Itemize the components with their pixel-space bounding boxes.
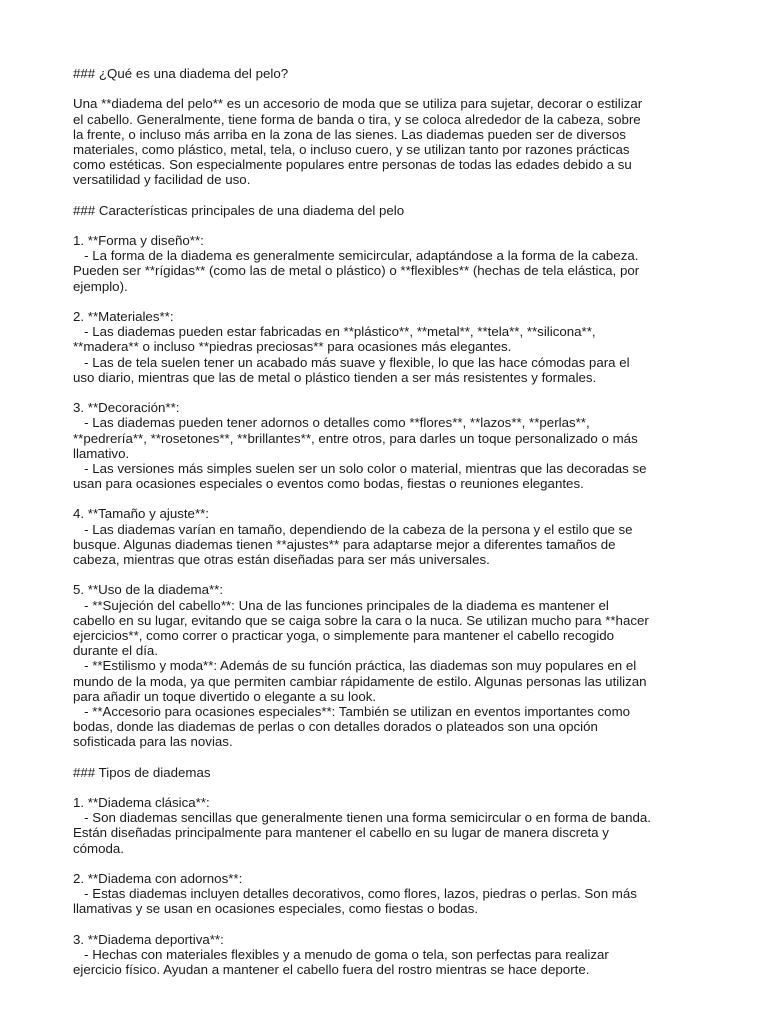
text-line: - Las de tela suelen tener un acabado más suave y flexible, lo que las hace cómodas para el bbox=[73, 354, 630, 370]
text-line: llamativo. bbox=[73, 445, 130, 461]
text-line: 2. **Materiales**: bbox=[73, 309, 174, 324]
text-line: versatilidad y facilidad de uso. bbox=[73, 172, 251, 188]
text-line: - Hechas con materiales flexibles y a menudo de goma o tela, son perfectas para realizar bbox=[73, 946, 609, 962]
text-line: materiales, como plástico, metal, tela, o incluso cuero, y se utilizan tanto por razones prácticas bbox=[73, 141, 630, 157]
text-line: bodas, donde las diademas de perlas o con detalles dorados o plateados son una opción bbox=[73, 719, 598, 735]
section-heading bbox=[73, 66, 697, 81]
text-line: Pueden ser **rígidas** (como las de metal o plástico) o **flexibles** (hechas de tela elástica, por bbox=[73, 263, 640, 279]
paragraph-gap bbox=[73, 917, 697, 932]
paragraph bbox=[73, 400, 697, 491]
paragraph-gap bbox=[73, 491, 697, 506]
text-line: uso diario, mientras que las de metal o plástico tienden a ser más resistentes y formales. bbox=[73, 369, 597, 385]
paragraph-gap bbox=[73, 856, 697, 871]
text-line: ### Características principales de una diadema del pelo bbox=[73, 202, 405, 218]
text-line: - Estas diademas incluyen detalles decorativos, como flores, lazos, piedras o perlas. Son más bbox=[73, 886, 637, 902]
text-line: la frente, o incluso más arriba en la zona de las sienes. Las diademas pueden ser de diversos bbox=[73, 126, 626, 142]
text-line: **madera** o incluso **piedras preciosas** para ocasiones más elegantes. bbox=[73, 339, 512, 355]
text-line: - Las versiones más simples suelen ser un solo color o material, mientras que las decoradas se bbox=[73, 460, 647, 476]
text-line: ejercicio físico. Ayudan a mantener el cabello fuera del rostro mientras se hace deporte. bbox=[73, 962, 590, 978]
text-line: usan para ocasiones especiales o eventos como bodas, fiestas o reuniones elegantes. bbox=[73, 476, 584, 492]
document-page bbox=[73, 66, 697, 977]
text-line: - Las diademas varían en tamaño, dependiendo de la cabeza de la persona y el estilo que se bbox=[73, 521, 633, 537]
text-line: 5. **Uso de la diadema**: bbox=[73, 582, 224, 598]
text-line: **pedrería**, **rosetones**, **brillantes**, entre otros, para darles un toque personalizado o más bbox=[73, 430, 638, 446]
paragraph bbox=[73, 795, 697, 856]
section-heading bbox=[73, 765, 697, 780]
paragraph bbox=[73, 96, 697, 187]
text-line: - Las diademas pueden tener adornos o detalles como **flores**, **lazos**, **perlas**, bbox=[73, 415, 590, 431]
text-line: sofisticada para las novias. bbox=[73, 734, 233, 750]
text-line: ### ¿Qué es una diadema del pelo? bbox=[73, 66, 289, 81]
text-line: 2. **Diadema con adornos**: bbox=[73, 870, 243, 886]
text-line: cabello en su lugar, evitando que se caiga sobre la cara o la nuca. Se utilizan mucho para **hacer bbox=[73, 612, 649, 628]
text-line: cabeza, mientras que otras están diseñadas para ser más universales. bbox=[73, 552, 490, 567]
paragraph-gap bbox=[73, 81, 697, 96]
text-line: mundo de la moda, ya que permiten cambiar rápidamente de estilo. Algunas personas las utilizan bbox=[73, 673, 647, 689]
text-line: para añadir un toque divertido o elegante a su look. bbox=[73, 688, 377, 704]
paragraph bbox=[73, 871, 697, 917]
paragraph-gap bbox=[73, 294, 697, 309]
text-line: 4. **Tamaño y ajuste**: bbox=[73, 506, 210, 522]
text-line: 1. **Forma y diseño**: bbox=[73, 233, 204, 249]
paragraph-gap bbox=[73, 385, 697, 400]
text-line: ### Tipos de diademas bbox=[73, 764, 211, 780]
paragraph-gap bbox=[73, 567, 697, 582]
text-line: Están diseñadas principalmente para mantener el cabello en su lugar de manera discreta y bbox=[73, 825, 609, 841]
text-line: - **Sujeción del cabello**: Una de las funciones principales de la diadema es mantener el bbox=[73, 597, 609, 613]
text-line: ejercicios**, como correr o practicar yoga, o simplemente para mantener el cabello recogido bbox=[73, 627, 614, 643]
text-line: el cabello. Generalmente, tiene forma de banda o tira, y se coloca alrededor de la cabeza, sobre bbox=[73, 111, 641, 127]
paragraph bbox=[73, 932, 697, 978]
text-line: ejemplo). bbox=[73, 278, 128, 294]
text-line: como estéticas. Son especialmente populares entre personas de todas las edades debido a su bbox=[73, 157, 632, 173]
paragraph-gap bbox=[73, 749, 697, 764]
paragraph bbox=[73, 309, 697, 385]
text-line: 3. **Decoración**: bbox=[73, 400, 180, 416]
paragraph bbox=[73, 582, 697, 749]
text-line: - **Estilismo y moda**: Además de su función práctica, las diademas son muy populares en el bbox=[73, 658, 637, 674]
paragraph-gap bbox=[73, 188, 697, 203]
text-line: busque. Algunas diademas tienen **ajustes** para adaptarse mejor a diferentes tamaños de bbox=[73, 536, 616, 552]
text-line: cómoda. bbox=[73, 840, 124, 856]
text-line: 1. **Diadema clásica**: bbox=[73, 795, 210, 810]
paragraph bbox=[73, 506, 697, 567]
text-line: - Las diademas pueden estar fabricadas en **plástico**, **metal**, **tela**, **silicona**, bbox=[73, 324, 596, 340]
text-line: llamativas y se usan en ocasiones especiales, como fiestas o bodas. bbox=[73, 901, 479, 917]
section-heading bbox=[73, 203, 697, 218]
text-line: - Son diademas sencillas que generalmente tienen una forma semicircular o en forma de banda. bbox=[73, 810, 651, 826]
paragraph bbox=[73, 233, 697, 294]
paragraph-gap bbox=[73, 780, 697, 795]
text-line: 3. **Diadema deportiva**: bbox=[73, 931, 224, 947]
paragraph-gap bbox=[73, 218, 697, 233]
text-line: - **Accesorio para ocasiones especiales**: También se utilizan en eventos importantes como bbox=[73, 703, 631, 719]
text-line: durante el día. bbox=[73, 643, 159, 659]
text-line: - La forma de la diadema es generalmente semicircular, adaptándose a la forma de la cabeza. bbox=[73, 248, 639, 264]
text-line: Una **diadema del pelo** es un accesorio de moda que se utiliza para sujetar, decorar o estilizar bbox=[73, 96, 643, 112]
